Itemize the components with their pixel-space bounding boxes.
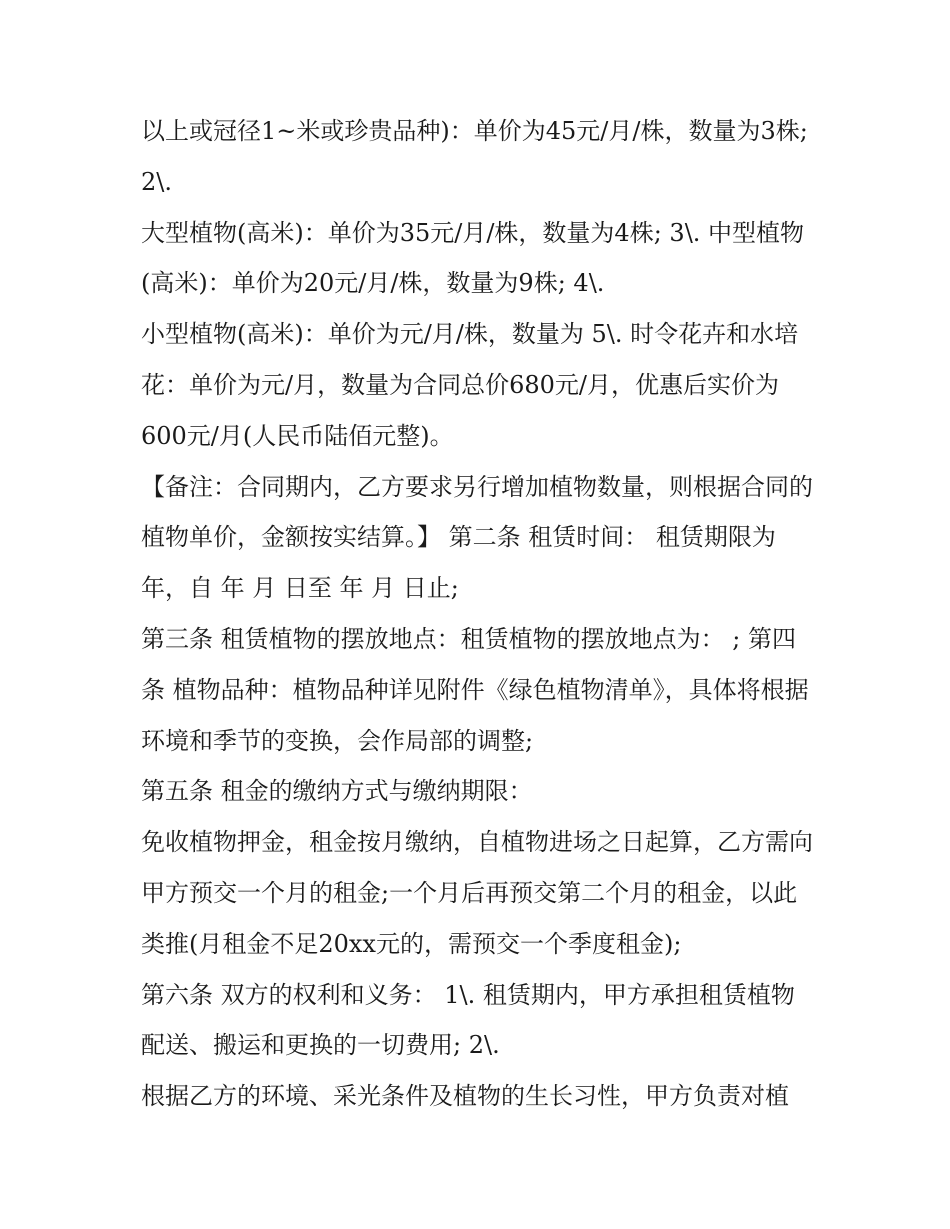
paragraph-articles-3-4: 第三条 租赁植物的摆放地点：租赁植物的摆放地点为： ; 第四条 植物品种：植物品种详见附件《绿色植物清单》，具体将根据环境和季节的变换，会作局部的调整; bbox=[141, 624, 809, 755]
paragraph-maintenance-start: 根据乙方的环境、采光条件及植物的生长习性，甲方负责对植 bbox=[141, 1082, 789, 1111]
document-body bbox=[141, 106, 816, 1122]
paragraph-plant-pricing-large-rare: 以上或冠径1~米或珍贵品种)：单价为45元/月/株，数量为3株; 2\. bbox=[141, 117, 808, 196]
paragraph-note-and-article-2: 【备注：合同期内，乙方要求另行增加植物数量，则根据合同的植物单价，金额按实结算。】 第二条 租赁时间： 租赁期限为 年，自 年 月 日至 年 月 日止; bbox=[141, 472, 813, 603]
paragraph-article-5-heading: 第五条 租金的缴纳方式与缴纳期限： bbox=[141, 777, 533, 806]
paragraph-plant-pricing-small-total: 小型植物(高米)：单价为元/月/株，数量为 5\. 时令花卉和水培花：单价为元/月，数量为合同总价680元/月，优惠后实价为600元/月(人民币陆佰元整)。 bbox=[141, 320, 799, 450]
paragraph-plant-pricing-large-medium: 大型植物(高米)：单价为35元/月/株，数量为4株; 3\. 中型植物(高米)：单价为20元/月/株，数量为9株; 4\. bbox=[141, 218, 805, 298]
paragraph-article-6-rights: 第六条 双方的权利和义务： 1\. 租赁期内，甲方承担租赁植物配送、搬运和更换的一切费用; 2\. bbox=[141, 980, 795, 1060]
paragraph-rent-payment-terms: 免收植物押金，租金按月缴纳，自植物进场之日起算，乙方需向甲方预交一个月的租金;一个月后再预交第二个月的租金，以此类推(月租金不足20xx元的，需预交一个季度租金); bbox=[141, 828, 813, 958]
